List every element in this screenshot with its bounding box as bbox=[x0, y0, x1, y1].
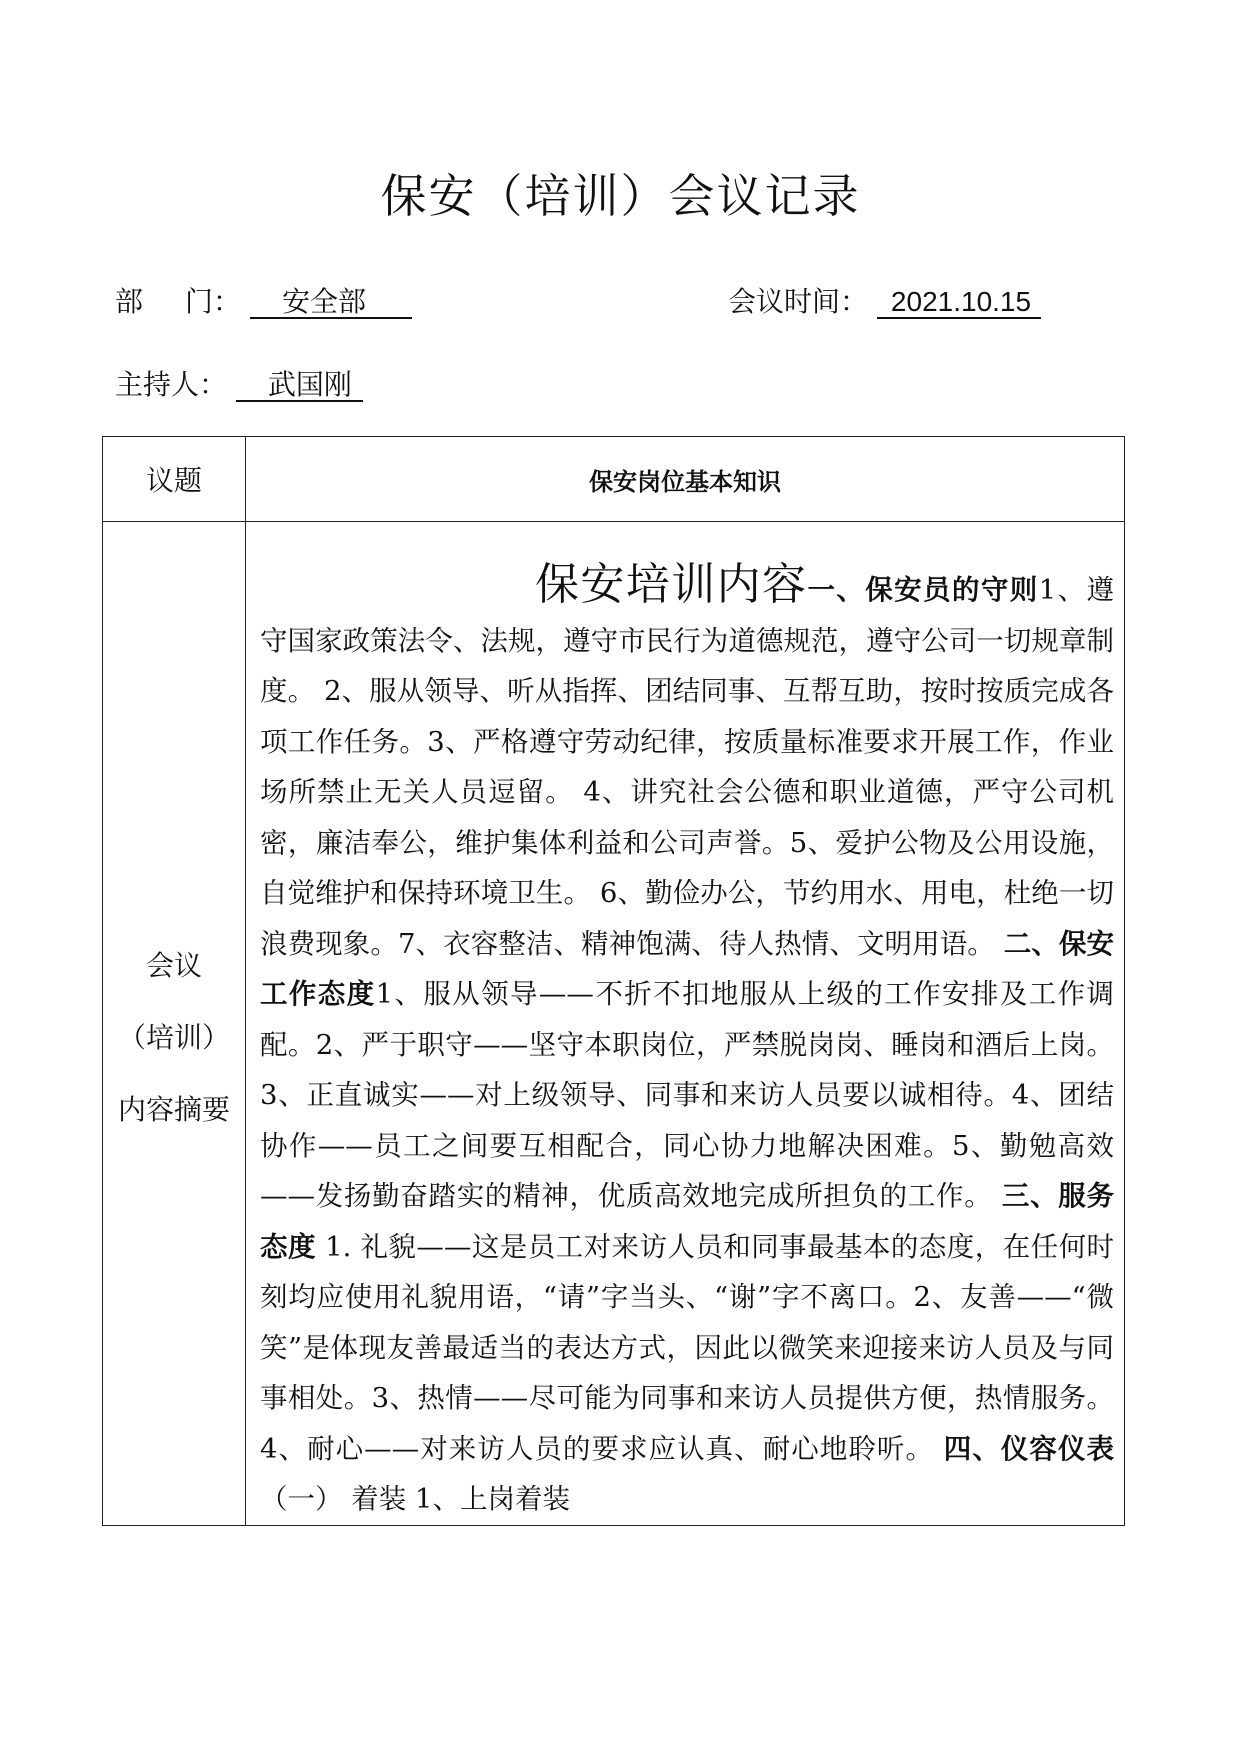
department-value: 安全部 bbox=[250, 287, 412, 319]
section-4-body: （一） 着装 1、上岗着装 bbox=[260, 1483, 570, 1515]
meeting-time-row bbox=[728, 280, 1041, 320]
summary-label-cell bbox=[103, 522, 246, 1526]
meeting-time-label: 会议时间： bbox=[728, 285, 869, 318]
host-row bbox=[115, 363, 363, 403]
content-title: 保安培训内容 bbox=[535, 559, 808, 610]
minutes-table bbox=[102, 436, 1125, 1526]
summary-label-line-3: 内容摘要 bbox=[117, 1092, 230, 1126]
section-2-heading: 二、保安工作态度 bbox=[260, 927, 1115, 1010]
summary-content bbox=[246, 522, 1125, 1526]
section-1-heading: 一、保安员的守则 bbox=[807, 574, 1039, 606]
summary-row bbox=[103, 522, 1125, 1526]
section-3-body: 1. 礼貌——这是员工对来访人员和同事最基本的态度，在任何时刻均应使用礼貌用语，“请”字当头、“谢”字不离口。2、友善——“微笑”是体现友善最适当的表达方式，因此以微笑来迎接来访人员及与同事相处。3、热情——尽可能为同事和来访人员提供方便，热情服务。4、耐心——对来访人员的要求应认真、耐心地聆听。 bbox=[260, 1230, 1115, 1465]
topic-label: 议题 bbox=[103, 437, 246, 522]
department-label-2: 门： bbox=[185, 285, 242, 318]
summary-label-line-2: （培训） bbox=[117, 1020, 230, 1054]
host-value: 武国刚 bbox=[236, 370, 363, 402]
section-1-body: 1、遵守国家政策法令、法规，遵守市民行为道德规范，遵守公司一切规章制度。 2、服从领导、听从指挥、团结同事、互帮互助，按时按质完成各项工作任务。3、严格遵守劳动纪律，按质量标准要求开展工作，作业场所禁止无关人员逗留。 4、讲究社会公德和职业道德，严守公司机密，廉洁奉公，维护集体利益和公司声誉。5、爱护公物及公用设施，自觉维护和保持环境卫生。 6、勤俭办公，节约用水、用电，杜绝一切浪费现象。7、衣容整洁、精神饱满、待人热情、文明用语。 bbox=[260, 574, 1114, 960]
host-label: 主持人： bbox=[115, 368, 228, 401]
topic-row bbox=[103, 437, 1125, 522]
department-label: 部 bbox=[115, 285, 144, 318]
summary-label-line-1: 会议 bbox=[145, 948, 202, 982]
section-3-heading: 三、服务态度 bbox=[260, 1180, 1115, 1263]
topic-value: 保安岗位基本知识 bbox=[246, 437, 1125, 522]
section-4-heading: 四、仪容仪表 bbox=[943, 1432, 1114, 1465]
meeting-time-value: 2021.10.15 bbox=[877, 287, 1041, 319]
section-2-body: 1、服从领导——不折不扣地服从上级的工作安排及工作调配。2、严于职守——坚守本职岗位，严禁脱岗岗、睡岗和酒后上岗。3、正直诚实——对上级领导、同事和来访人员要以诚相待。4、团结协作——员工之间要互相配合，同心协力地解决困难。5、勤勉高效——发扬勤奋踏实的精神，优质高效地完成所担负的工作。 bbox=[260, 978, 1115, 1212]
department-row bbox=[115, 280, 412, 320]
document-title: 保安（培训）会议记录 bbox=[380, 169, 861, 223]
